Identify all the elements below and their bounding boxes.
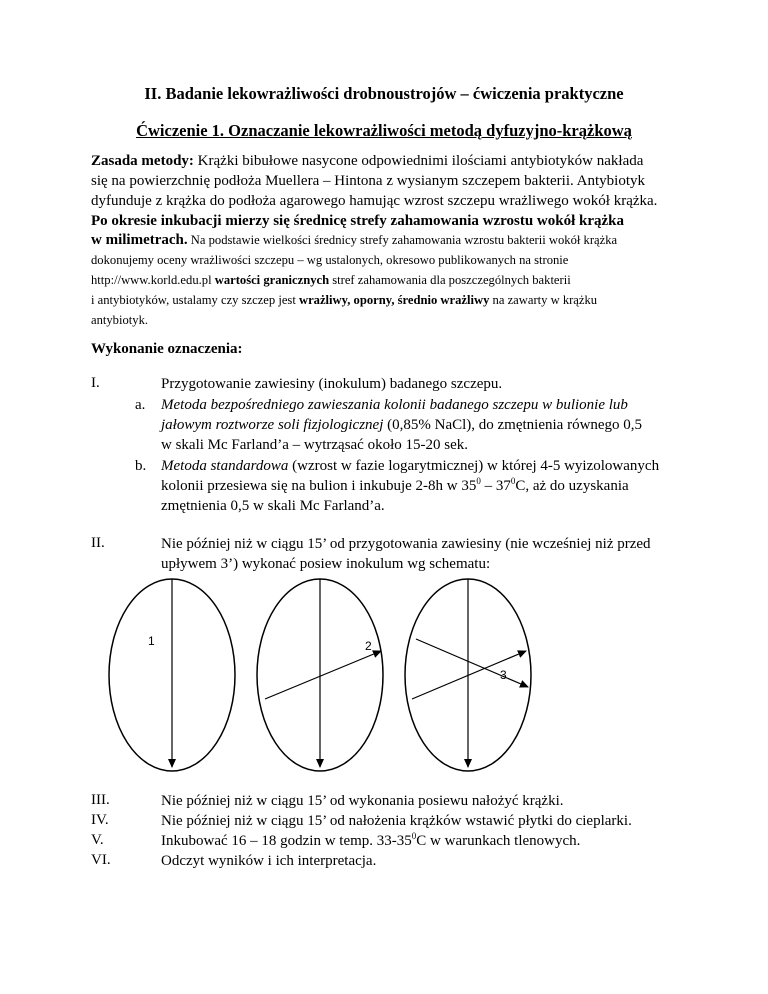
principle-line-6: dokonujemy oceny wrażliwości szczepu – wg ustalonych, okresowo publikowanych na stronie bbox=[91, 253, 569, 267]
plate-1 bbox=[109, 579, 235, 771]
section-title: II. Badanie lekowrażliwości drobnoustrojów – ćwiczenia praktyczne bbox=[144, 84, 624, 103]
principle-line-7: http://www.korld.edu.pl wartości granicznych stref zahamowania dla poszczególnych bakterii bbox=[91, 273, 571, 287]
step-a-line-3: w skali Mc Farland’a – wytrząsać około 15-20 sek. bbox=[161, 437, 469, 453]
step-3-number: III. bbox=[91, 792, 110, 808]
plate-2-arrow-diagonal bbox=[265, 651, 381, 699]
exercise-title: Ćwiczenie 1. Oznaczanie lekowrażliwości metodą dyfuzyjno-krążkową bbox=[136, 121, 632, 140]
step-b-line-3: zmętnienia 0,5 w skali Mc Farland’a. bbox=[161, 498, 385, 514]
step-6-text: Odczyt wyników i ich interpretacja. bbox=[161, 853, 377, 869]
plate-3-label: 3 bbox=[500, 668, 507, 682]
step-a-line-1: Metoda bezpośredniego zawieszania kolonii badanego szczepu w bulionie lub bbox=[161, 397, 628, 413]
plate-3 bbox=[405, 579, 531, 771]
step-a-marker: a. bbox=[135, 397, 146, 413]
step-b-marker: b. bbox=[135, 458, 147, 474]
principle-line-8: i antybiotyków, ustalamy czy szczep jest wrażliwy, oporny, średnio wrażliwy na zawarty w krążku bbox=[91, 293, 598, 307]
principle-line-4: Po okresie inkubacji mierzy się średnicę strefy zahamowania wzrostu wokół krążka bbox=[91, 213, 625, 229]
plate-3-arrow-diagonal-1 bbox=[412, 651, 526, 699]
step-4-number: IV. bbox=[91, 812, 109, 828]
principle-line-2: się na powierzchnię podłoża Muellera – Hintona z wysianym szczepem bakterii. Antybiotyk bbox=[91, 173, 645, 189]
plate-2 bbox=[257, 579, 383, 771]
plate-2-label: 2 bbox=[365, 639, 372, 653]
principle-line-1: Zasada metody: Krążki bibułowe nasycone odpowiednimi ilościami antybiotyków nakłada bbox=[91, 153, 644, 169]
step-a-line-2: jałowym roztworze soli fizjologicznej (0,85% NaCl), do zmętnienia równego 0,5 bbox=[161, 417, 643, 433]
plate-1-label: 1 bbox=[148, 634, 155, 648]
step-b-line-1: Metoda standardowa (wzrost w fazie logarytmicznej) w której 4-5 wyizolowanych bbox=[161, 458, 660, 474]
principle-line-9: antybiotyk. bbox=[91, 313, 149, 327]
step-2-number: II. bbox=[91, 535, 105, 551]
step-1-text: Przygotowanie zawiesiny (inokulum) badanego szczepu. bbox=[161, 376, 503, 392]
plate-3-arrow-diagonal-2 bbox=[416, 639, 528, 687]
step-b-line-2: kolonii przesiewa się na bulion i inkubuje 2-8h w $35^0 - 37^0C$, aż do uzyskania bbox=[161, 476, 629, 494]
step-2-line-1: Nie później niż w ciągu 15’ od przygotowania zawiesiny (nie wcześniej niż przed bbox=[161, 536, 651, 552]
principle-line-3: dyfunduje z krążka do podłoża agarowego hamując wzrost szczepu wrażliwego wokół krążka. bbox=[91, 193, 658, 209]
step-5-text: Inkubować 16 – 18 godzin w temp. $33-35^0C$ w warunkach tlenowych. bbox=[161, 831, 581, 849]
step-1-number: I. bbox=[91, 375, 100, 391]
step-6-number: VI. bbox=[91, 852, 111, 868]
principle-label: Zasada metody: bbox=[91, 153, 194, 169]
step-3-text: Nie później niż w ciągu 15’ od wykonania posiewu nałożyć krążki. bbox=[161, 793, 564, 809]
streaking-diagram bbox=[100, 575, 540, 775]
step-4-text: Nie później niż w ciągu 15’ od nałożenia krążków wstawić płytki do cieplarki. bbox=[161, 813, 632, 829]
step-2-line-2: upływem 3’) wykonać posiew inokulum wg schematu: bbox=[161, 556, 491, 572]
principle-line-5: w milimetrach. Na podstawie wielkości średnicy strefy zahamowania wzrostu bakterii wokół krążka bbox=[91, 232, 618, 248]
procedure-heading: Wykonanie oznaczenia: bbox=[91, 341, 243, 357]
step-5-number: V. bbox=[91, 832, 104, 848]
